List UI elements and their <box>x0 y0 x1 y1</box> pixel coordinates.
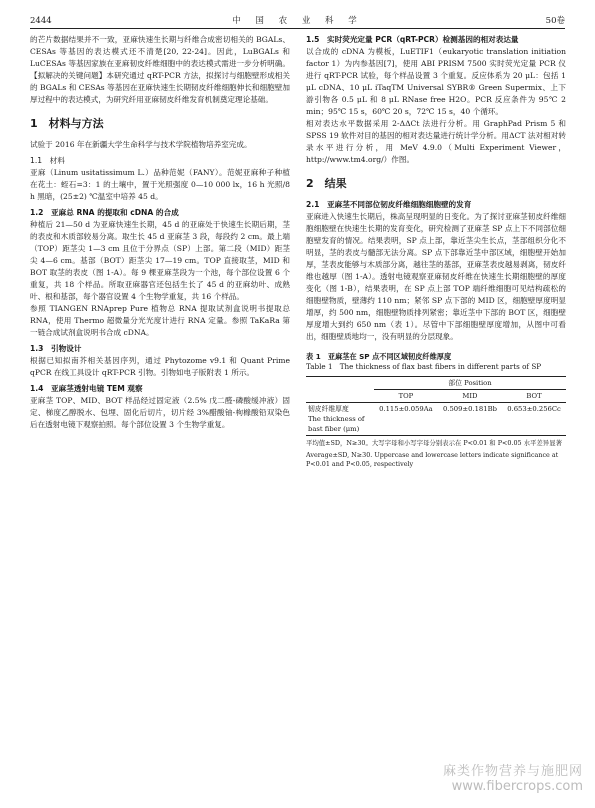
row-label-cn: 韧皮纤维厚度 <box>308 405 349 413</box>
subsection-1-2-text-2: 参照 TIANGEN RNAprep Pure 植物总 RNA 提取试剂盒说明书提取总 RNA，使用 Thermo 超微量分光光度计进行 RNA 定量。参照 TaKaRa 第一链合成试剂盒说明书合成 cDNA。 <box>30 304 290 337</box>
subsection-2-1-text: 亚麻进入快速生长期后，株高呈现明显的日变化。为了探讨亚麻茎韧皮纤维细胞细胞壁在快速生长期的发育变化，研究检测了亚麻茎 SP 点上下不同部位细胞壁发育的情况。结果表明，SP 点上部，靠近茎尖生长点，茎部组织分化不明显，茎的表皮与髓部无法分离。SP 点下部靠近茎中部区域，细胞壁开始加厚，茎表皮能够与木质部分离，越往茎的基部，亚麻茎表皮越易剥离，韧皮纤维也越厚（图 1-A）。透射电镜观察亚麻韧皮纤维在快速生长期细胞壁的厚度变化（图 1-B），结果表明，在 SP 点上部 TOP 端纤维细胞可见结构疏松的细胞壁物质，壁薄约 110 nm；紧邻 SP 点下部的 MID 区，细胞壁厚度明显增厚，约 500 nm，细胞壁物质排列紧密；靠近茎中下部的 BOT 区，细胞壁厚度增大到约 650 nm（表 1）。尽管中下部细胞壁厚度增加，从图中可看出，细胞壁质地均一，没有明显的分层现象。 <box>306 212 566 341</box>
column-header-bot: BOT <box>502 390 566 403</box>
table-caption-cn: 表 1 亚麻茎在 SP 点不同区域韧皮纤维厚度 <box>306 352 452 361</box>
cell-bot: 0.653±0.256Cc <box>502 403 566 436</box>
table-caption-en: Table 1 The thickness of flax bast fibers in different parts of SP <box>306 362 542 371</box>
table-note-en: Average±SD, N≥30. Uppercase and lowercase letters indicate significance at P<0.01 and P<0.05, respectively <box>306 451 559 468</box>
subsection-1-1-text: 亚麻（Linum usitatissimum L.）品种范妮（FANY）。范妮亚麻种子种植在花土：蛭石=3：1 的土壤中，置于光照强度 0—10 000 lx，16 h 光照/8 h 黑暗，(25±2) ℃温室中培养 45 d。 <box>30 168 290 201</box>
page-header <box>30 14 565 29</box>
cell-mid: 0.509±0.181Bb <box>438 403 502 436</box>
subsection-1-3-title: 1.3 引物设计 <box>30 344 82 353</box>
thickness-table <box>306 376 566 436</box>
column-header-mid: MID <box>438 390 502 403</box>
subsection-1-4-title: 1.4 亚麻茎透射电镜 TEM 观察 <box>30 384 143 393</box>
section-2-title: 2 结果 <box>306 177 347 190</box>
subsection-1-5-title: 1.5 实时荧光定量 PCR（qRT-PCR）检测基因的相对表达量 <box>306 35 519 44</box>
watermark-line-1: 麻类作物营养与施肥网 <box>442 764 583 779</box>
position-header: 部位 Position <box>374 377 566 390</box>
table-columns-row <box>306 390 566 403</box>
subsection-1-2-title: 1.2 亚麻总 RNA 的提取和 cDNA 的合成 <box>30 208 179 217</box>
cell-top: 0.115±0.059Aa <box>374 403 438 436</box>
subsection-1-4-text: 亚麻茎 TOP、MID、BOT 样品经过固定液（2.5% 戊二醛-磷酸缓冲液）固定、梯度乙醇脱水、包埋、固化后切片，切片经 3%醋酸铀-枸橼酸铅双染色后在透射电镜下观察拍照。每个部位设置 3 个生物学重复。 <box>30 396 290 429</box>
journal-title: 中 国 农 业 科 学 <box>232 16 363 26</box>
row-label-en: The thickness of bast fiber (μm) <box>308 415 365 433</box>
subsection-2-1-title: 2.1 亚麻茎不同部位韧皮纤维细胞细胞壁的发育 <box>306 200 472 209</box>
subsection-1-3-text: 根据已知拟南芥相关基因序列，通过 Phytozome v9.1 和 Quant Prime qPCR 在线工具设计 qRT-PCR 引物。引物如电子版附表 1 所示。 <box>30 356 290 377</box>
right-column <box>306 34 566 469</box>
left-column <box>30 34 290 431</box>
subsection-1-5-text-2: 相对表达水平数据采用 2-ΔΔCt 法进行分析。用 GraphPad Prism 5 和 SPSS 19 软件对目的基因的相对表达量进行统计学分析。用ΔCT 法对相对转录水平进行分析，用 MeV 4.9.0（Multi Experiment Viewer，http://www.tm4.org/）作图。 <box>306 119 566 164</box>
intro-paragraph: 的芒片数据结果并不一致，亚麻快速生长期与纤维合成密切相关的 BGALs、CESAs 等基因的表达模式还不清楚[20, 22-24]。因此，LuBGALs 和 LuCESAs 等基因家族在亚麻韧皮纤维细胞中的表达模式需进一步分析明确。【拟解决的关键问题】本研究通过 qRT-PCR 方法，拟探讨与细胞壁形成相关的 BGALs 和 CESAs 等基因在亚麻快速生长期韧皮纤维细胞伸长和细胞壁加厚过程中的表达模式，为研究纤用亚麻韧皮纤维发育机制奠定理论基础。 <box>30 35 290 104</box>
table-row <box>306 403 566 436</box>
section-1-title: 1 材料与方法 <box>30 117 104 130</box>
subsection-1-2-text-1: 种植后 21—50 d 为亚麻快速生长期，45 d 的亚麻处于快速生长期后期，茎的表皮和木质部较易分离。取生长 45 d 亚麻茎 3 段，每段约 2 cm。最上端（TOP）距茎尖 1—3 cm 且位于分界点（SP）上部。第二段（MID）距茎尖 4—6 cm。基部（BOT）距茎尖 17—19 cm。TOP 直接取茎，MID 和 BOT 取茎的表皮（图 1-A）。每 9 棵亚麻茎段为一个池，每个部位设置 6 个重复，共 18 个样品。所取亚麻器官还包括生长了 45 d 的亚麻幼叶、成熟叶、根和基部，每个器官设置 4 个生物学重复，共 16 个样品。 <box>30 220 290 301</box>
subsection-1-5-text-1: 以合成的 cDNA 为模板，LuETIF1（eukaryotic translation initiation factor 1）为内参基因[7]，使用 ABI PRISM 7500 实时荧光定量 PCR 仪进行 qRT-PCR 试验，每个样品设置 3 个重复。反应体系为 20 μL：包括 1 μL cDNA、10 μL iTaqTM Universal SYBR® Green Supermix、上下游引物各 0.5 μL 和 8 μL RNase free H2O。PCR 反应条件为 95℃ 2 min；95℃ 15 s，60℃ 20 s，72℃ 15 s，40 个循环。 <box>306 47 566 116</box>
table-position-header-row <box>306 377 566 390</box>
subsection-1-1-title: 1.1 材料 <box>30 156 65 165</box>
table-note-cn: 平均值±SD，N≥30。大写字母和小写字母分别表示在 P<0.01 和 P<0.05 水平差异显著 <box>306 439 562 447</box>
section-1-intro: 试验于 2016 年在新疆大学生命科学与技术学院植物培养室完成。 <box>30 140 252 149</box>
column-header-top: TOP <box>374 390 438 403</box>
volume-label: 50卷 <box>545 16 565 26</box>
page-number: 2444 <box>30 16 52 26</box>
watermark <box>443 760 583 794</box>
watermark-line-2: www.fibercrops.com <box>451 779 583 794</box>
table-1 <box>306 351 566 469</box>
row-label <box>306 403 374 436</box>
